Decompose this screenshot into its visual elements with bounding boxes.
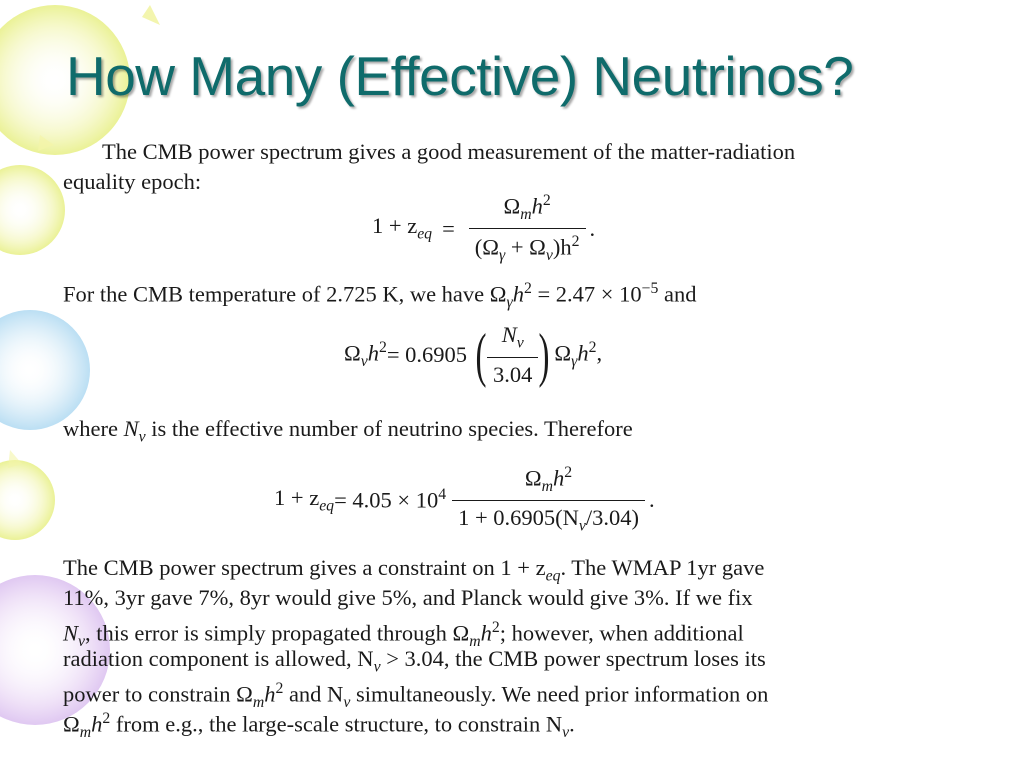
- eq3-period: .: [649, 486, 655, 512]
- eq2-numerator: $N_\nu$: [501, 322, 524, 352]
- eq2-denominator: 3.04: [487, 357, 538, 388]
- equation-neutrino-density: [344, 322, 602, 388]
- constraint-line-5: power to constrain $\Omega_mh^2$ and $N_\nu$ simultaneously. We need prior information on: [63, 680, 769, 711]
- intro-line-1: The CMB power spectrum gives a good measurement of the matter-radiation: [102, 139, 796, 164]
- constraint-line-3: $N_\nu$, this error is simply propagated through $\Omega_mh^2$; however, when additional: [63, 619, 744, 650]
- eq2-fraction: [487, 322, 538, 388]
- eq3-denominator: $1 + 0.6905(N_\nu/3.04)$: [452, 500, 645, 536]
- neutrino-species-line: where $N_\nu$ is the effective number of neutrino species. Therefore: [63, 416, 633, 446]
- constraint-line-4: radiation component is allowed, $N_\nu > 3.04$, the CMB power spectrum loses its: [63, 646, 766, 676]
- eq3-numerator: $\Omega_mh^2$: [524, 464, 573, 495]
- eq2-right-paren: ): [538, 321, 550, 388]
- temperature-line: For the CMB temperature of 2.725 K, we have $\Omega_\gamma h^2 = 2.47 \times 10^{-5}$ and: [63, 280, 697, 311]
- intro-line-2: equality epoch:: [63, 169, 202, 194]
- eq1-lhs: $1 + z_{eq}$: [372, 213, 433, 243]
- eq1-period: .: [589, 215, 596, 241]
- page-title: How Many (Effective) Neutrinos?: [66, 45, 854, 107]
- constraint-line-1: The CMB power spectrum gives a constraint on $1 + z_{eq}$. The WMAP 1yr gave: [63, 555, 765, 585]
- eq1-denominator: $(\Omega_\gamma + \Omega_\nu)h^2$: [469, 228, 586, 265]
- eq2-left-paren: (: [475, 321, 487, 388]
- eq3-fraction: [452, 464, 645, 536]
- eq2-coefficient: = 0.6905: [386, 341, 468, 367]
- constraint-line-6: $\Omega_mh^2$ from e.g., the large-scale structure, to constrain $N_\nu$.: [63, 710, 575, 741]
- equation-equality-redshift: [372, 192, 595, 265]
- blue-circle-deco: [0, 310, 90, 430]
- constraint-line-2: 11%, 3yr gave 7%, 8yr would give 5%, and Planck would give 3%. If we fix: [63, 585, 753, 610]
- eq2-lhs: $\Omega_\nu h^2$: [344, 338, 387, 370]
- eq1-fraction: [469, 192, 586, 265]
- eq3-lhs: $1 + z_{eq}$: [274, 484, 335, 514]
- eq1-numerator: $\Omega_mh^2$: [503, 192, 551, 223]
- eq2-rhs: $\Omega_\gamma h^2$,: [554, 338, 603, 370]
- eq1-equals: =: [442, 215, 455, 241]
- leaf-deco: [142, 5, 160, 25]
- yellow-circle-deco-3: [0, 460, 55, 540]
- yellow-circle-deco-2: [0, 165, 65, 255]
- equation-redshift-result: [274, 464, 655, 536]
- eq3-coefficient: = $4.05 \times 10^4$: [334, 486, 447, 513]
